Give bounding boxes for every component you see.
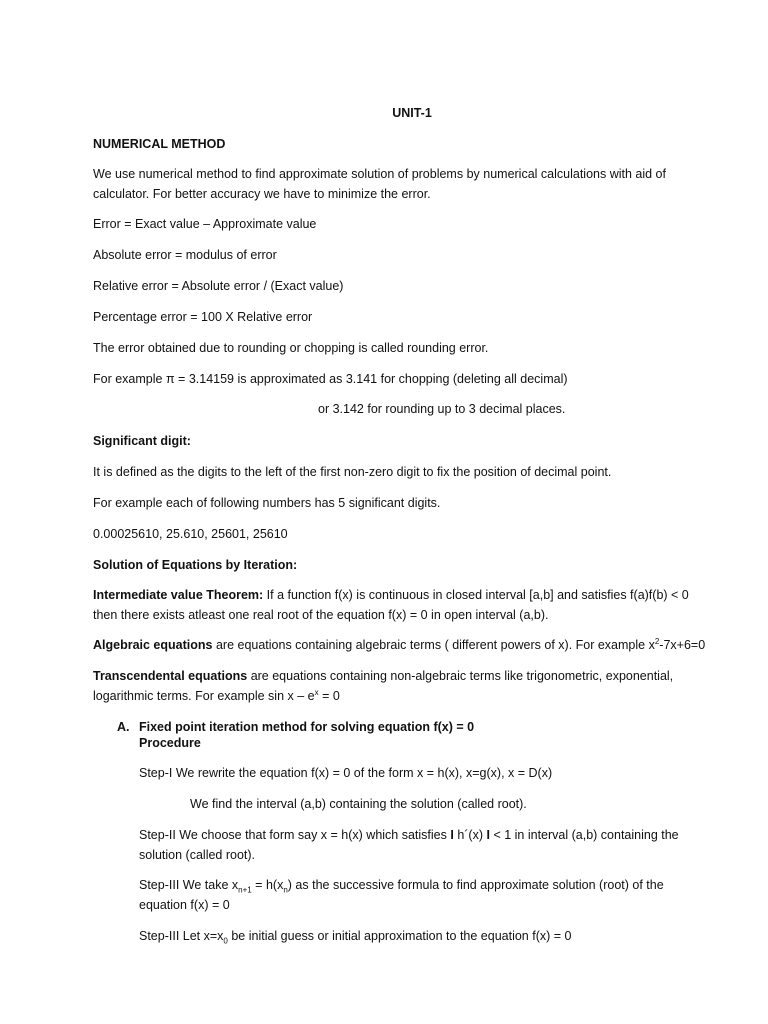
significant-digit-example: For example each of following numbers has 5 significant digits.	[93, 496, 441, 510]
percentage-error-definition: Percentage error = 100 X Relative error	[93, 310, 313, 324]
step-4-text-b: be initial guess or initial approximation to the equation f(x) = 0	[227, 929, 572, 943]
algebraic-exponent: 2	[654, 636, 660, 646]
step-4-label: Step-III	[139, 929, 180, 943]
step-3-text-c: ) as the successive formula to find approximate solution (root) of the	[287, 878, 664, 892]
intro-line-2: calculator. For better accuracy we have to minimize the error.	[93, 187, 431, 201]
step-3-label: Step-III	[139, 878, 180, 892]
absolute-error-definition: Absolute error = modulus of error	[93, 248, 277, 262]
transcendental-text-1: are equations containing non-algebraic terms like trigonometric, exponential,	[247, 669, 674, 683]
intro-line-1: We use numerical method to find approximate solution of problems by numerical calculations with aid of	[93, 167, 666, 181]
example-line-1: For example π = 3.14159 is approximated as 3.141 for chopping (deleting all decimal)	[93, 372, 568, 386]
step-4-subscript: 0	[223, 936, 228, 946]
rounding-error-definition: The error obtained due to rounding or chopping is called rounding error.	[93, 341, 489, 355]
method-procedure: Procedure	[139, 736, 201, 750]
significant-digit-numbers: 0.00025610, 25.610, 25601, 25610	[93, 527, 288, 541]
step-2-text: We choose that form say x = h(x) which satisfies	[175, 828, 451, 842]
ivt-line-1	[93, 587, 689, 603]
step-4-text-a: Let x=x	[179, 929, 224, 943]
transcendental-text-2: logarithmic terms. For example sin x – e	[93, 689, 315, 703]
significant-digit-heading: Significant digit:	[93, 434, 191, 448]
step-2-line-2: solution (called root).	[139, 848, 256, 862]
step-3	[139, 877, 664, 893]
algebraic-text-after: -7x+6=0	[659, 638, 706, 652]
step-1-subtext: We find the interval (a,b) containing the solution (called root).	[190, 797, 527, 811]
transcendental-line-2	[93, 688, 340, 704]
step-2-label: Step-II	[139, 828, 176, 842]
example-line-2: or 3.142 for rounding up to 3 decimal places.	[318, 402, 566, 416]
step-3-line-2: equation f(x) = 0	[139, 898, 230, 912]
step-3-subscript-1: n+1	[238, 885, 252, 895]
step-2-derivative: h´(x)	[453, 828, 487, 842]
algebraic-line	[93, 637, 705, 653]
algebraic-text: are equations containing algebraic terms ( different powers of x). For example x	[212, 638, 655, 652]
transcendental-exponent: x	[314, 687, 319, 697]
ivt-text-1: If a function f(x) is continuous in closed interval [a,b] and satisfies f(a)f(b) < 0	[263, 588, 689, 602]
ivt-term: Intermediate value Theorem:	[93, 588, 264, 602]
step-1-text: We rewrite the equation f(x) = 0 of the form x = h(x), x=g(x), x = D(x)	[172, 766, 553, 780]
section-heading: NUMERICAL METHOD	[93, 137, 226, 151]
step-2-abs-bar-left: I	[450, 828, 454, 842]
step-3-text-b: = h(x	[251, 878, 284, 892]
step-2-abs-bar-right: I	[486, 828, 490, 842]
error-definition: Error = Exact value – Approximate value	[93, 217, 317, 231]
transcendental-term: Transcendental equations	[93, 669, 248, 683]
transcendental-text-2-after: = 0	[318, 689, 340, 703]
step-2-text-after: < 1 in interval (a,b) containing the	[489, 828, 679, 842]
algebraic-term: Algebraic equations	[93, 638, 213, 652]
step-3-subscript-2: n	[283, 885, 288, 895]
method-list-marker: A.	[117, 720, 130, 734]
transcendental-line-1	[93, 668, 673, 684]
relative-error-definition: Relative error = Absolute error / (Exact value)	[93, 279, 344, 293]
unit-title: UNIT-1	[392, 106, 432, 120]
step-2	[139, 827, 679, 843]
step-4	[139, 928, 571, 944]
significant-digit-definition: It is defined as the digits to the left of the first non-zero digit to fix the position of decimal point.	[93, 465, 612, 479]
method-title: Fixed point iteration method for solving equation f(x) = 0	[139, 720, 475, 734]
step-1	[139, 765, 552, 781]
step-1-label: Step-I	[139, 766, 173, 780]
step-3-text-a: We take x	[179, 878, 239, 892]
ivt-line-2: then there exists atleast one real root of the equation f(x) = 0 in open interval (a,b).	[93, 608, 549, 622]
iteration-heading: Solution of Equations by Iteration:	[93, 558, 298, 572]
